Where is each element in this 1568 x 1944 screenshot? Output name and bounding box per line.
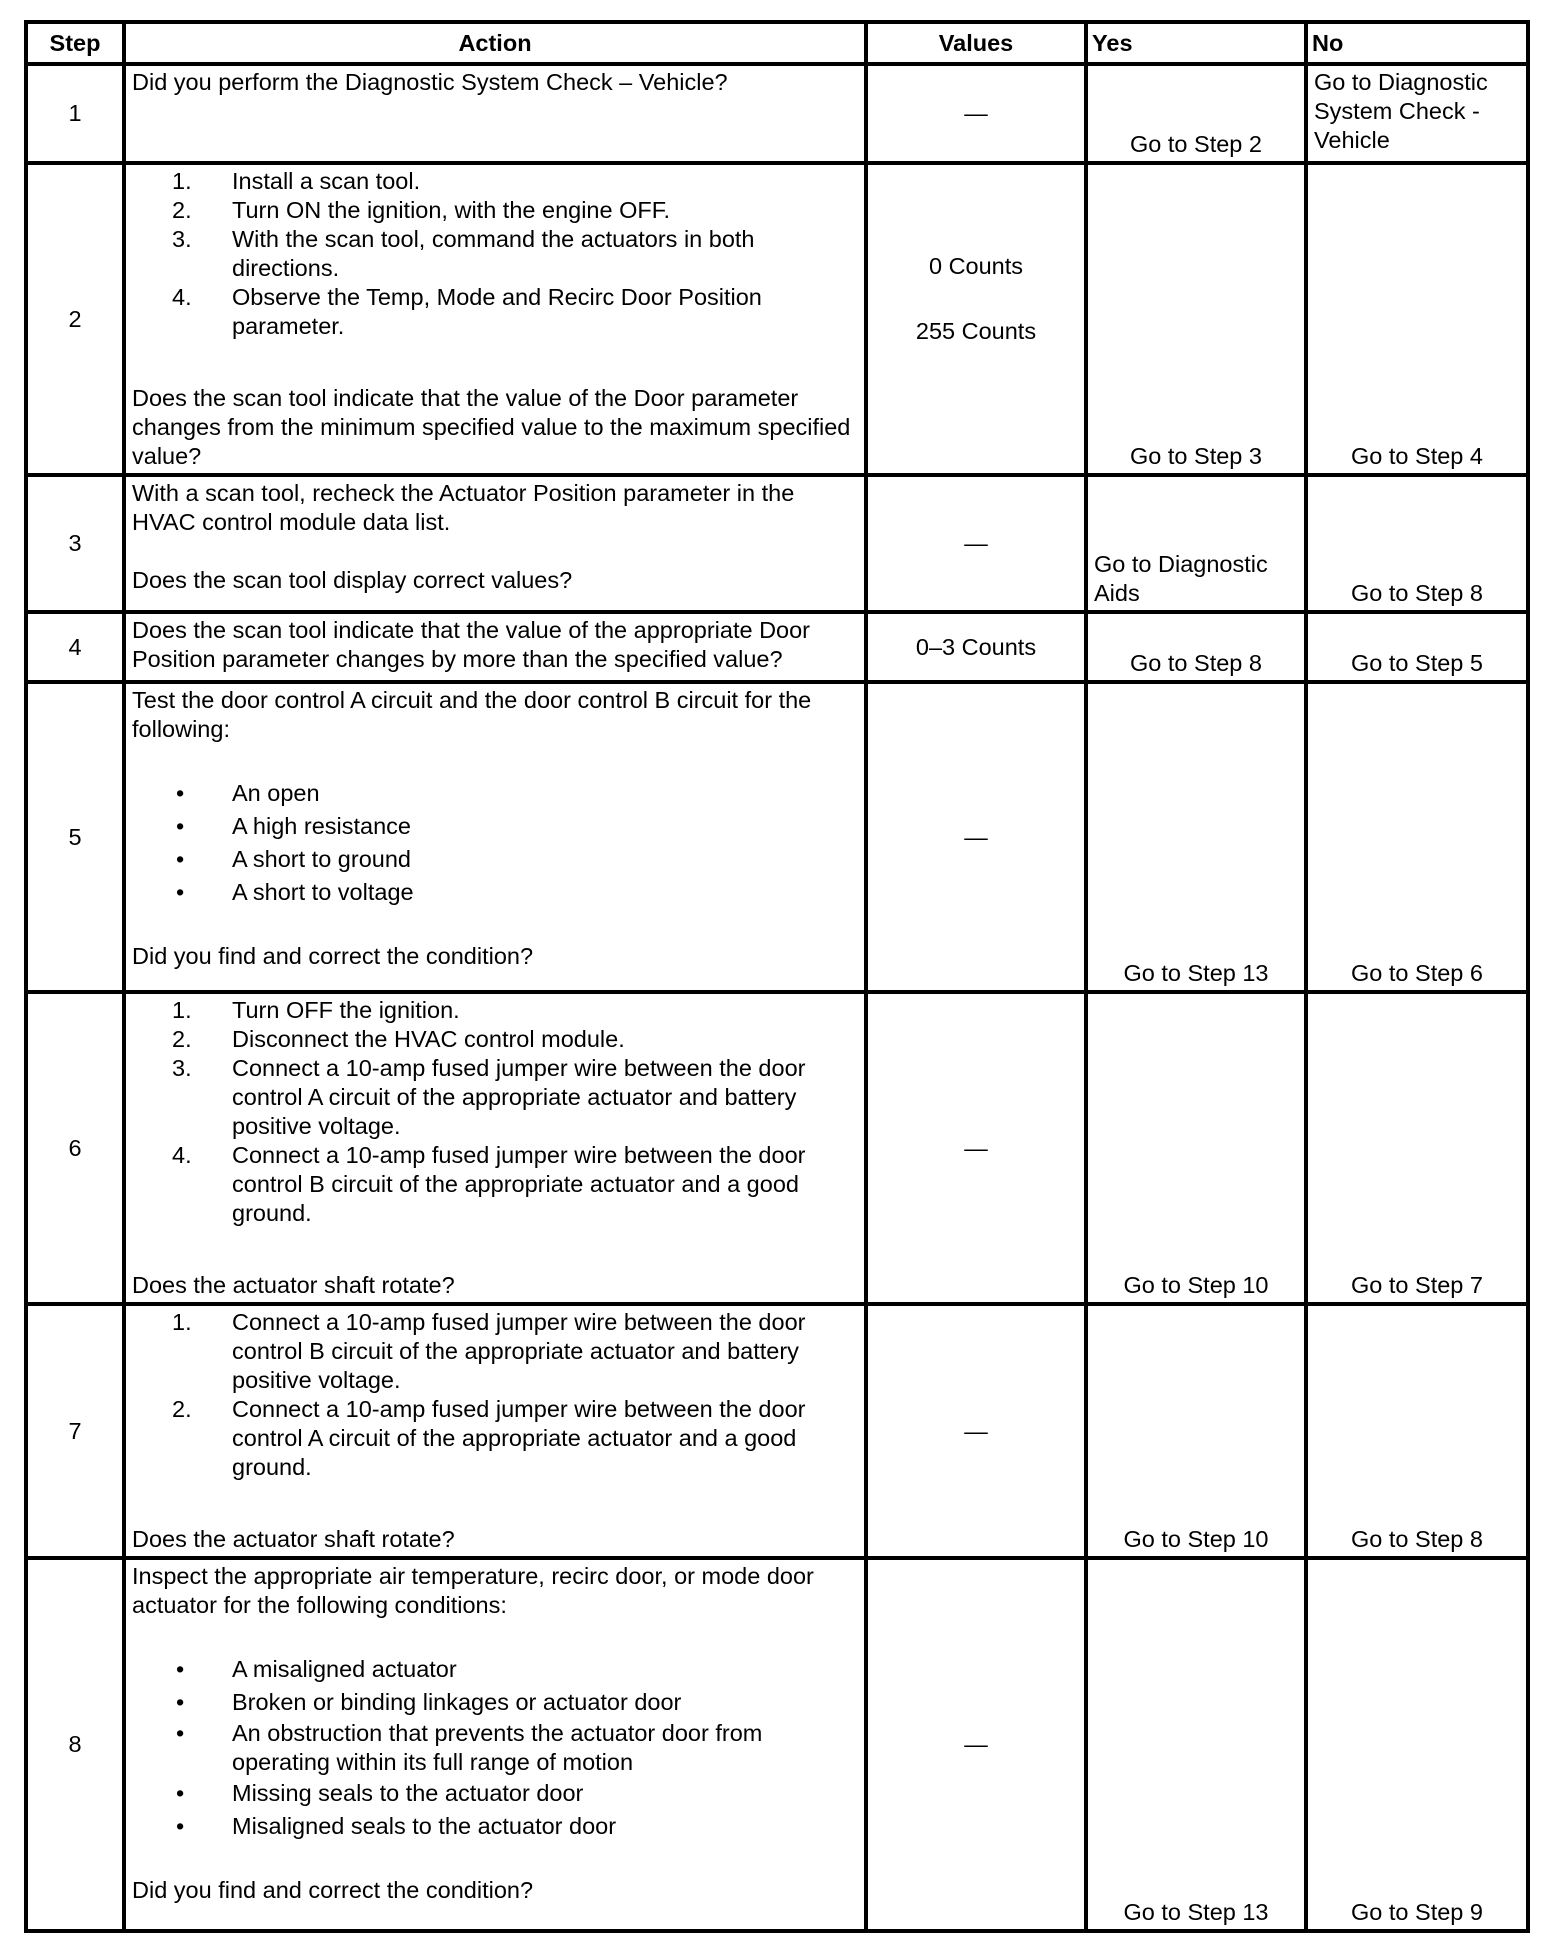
no-cell: Go to Step 8 (1306, 1304, 1528, 1558)
value-cell: 0–3 Counts (866, 612, 1086, 682)
list-item (176, 810, 858, 843)
action-text (124, 1304, 866, 1558)
step-number: 4 (26, 612, 124, 682)
item-number: 3. (172, 226, 192, 252)
action-intro: Inspect the appropriate air temperature, recirc door, or mode door actuator for the following conditions: (132, 1563, 814, 1618)
bullet: • (176, 1813, 185, 1839)
header-values: Values (866, 22, 1086, 64)
action-text (124, 1558, 866, 1931)
step-number: 8 (26, 1558, 124, 1931)
step-number: 6 (26, 992, 124, 1304)
item-text: Connect a 10-amp fused jumper wire between the door control A circuit of the appropriate actuator and a good ground. (232, 1396, 806, 1480)
bullet: • (176, 1656, 185, 1682)
step-number: 7 (26, 1304, 124, 1558)
yes-cell: Go to Step 3 (1086, 163, 1306, 475)
step-number: 2 (26, 163, 124, 475)
no-cell: Go to Step 5 (1306, 612, 1528, 682)
action-intro: With a scan tool, recheck the Actuator Position parameter in the HVAC control module data list. (132, 480, 795, 535)
table-row (26, 682, 1528, 992)
item-text: Connect a 10-amp fused jumper wire between the door control A circuit of the appropriate actuator and battery positive voltage. (232, 1055, 806, 1139)
value-cell: — (866, 992, 1086, 1304)
value-cell: — (866, 682, 1086, 992)
yes-cell: Go to Step 8 (1086, 612, 1306, 682)
list-item (176, 1686, 858, 1719)
list-item (172, 196, 858, 225)
yes-cell: Go to Step 13 (1086, 1558, 1306, 1931)
header-action: Action (124, 22, 866, 64)
list-item (172, 1054, 858, 1141)
header-step: Step (26, 22, 124, 64)
action-intro: Test the door control A circuit and the door control B circuit for the following: (132, 687, 812, 742)
item-number: 4. (172, 1142, 192, 1168)
yes-cell: Go to Step 10 (1086, 1304, 1306, 1558)
no-cell: Go to Step 4 (1306, 163, 1528, 475)
table-row (26, 612, 1528, 682)
item-text: An obstruction that prevents the actuator door from operating within its full range of motion (232, 1720, 763, 1775)
yes-cell: Go to Diagnostic Aids (1086, 475, 1306, 612)
table-row (26, 1304, 1528, 1558)
item-number: 2. (172, 1396, 192, 1422)
action-question: Does the scan tool indicate that the value of the appropriate Door Position parameter changes by more than the specified value? (132, 617, 811, 672)
list-item (172, 1308, 858, 1395)
list-item (176, 1719, 858, 1777)
item-number: 3. (172, 1055, 192, 1081)
item-text: Broken or binding linkages or actuator door (232, 1689, 682, 1715)
item-text: A misaligned actuator (232, 1656, 457, 1682)
yes-cell: Go to Step 10 (1086, 992, 1306, 1304)
header-yes: Yes (1086, 22, 1306, 64)
condition-list (132, 777, 858, 909)
action-question: Does the actuator shaft rotate? (132, 1526, 455, 1552)
no-cell: Go to Diagnostic System Check - Vehicle (1306, 64, 1528, 163)
action-question: Did you find and correct the condition? (132, 1877, 534, 1903)
table-row (26, 475, 1528, 612)
no-cell: Go to Step 6 (1306, 682, 1528, 992)
list-item (176, 1810, 858, 1843)
item-number: 1. (172, 1309, 192, 1335)
yes-cell: Go to Step 2 (1086, 64, 1306, 163)
list-item (172, 167, 858, 196)
value-max: 255 Counts (915, 318, 1037, 344)
procedure-list (132, 996, 858, 1228)
item-text: Connect a 10-amp fused jumper wire between the door control B circuit of the appropriate actuator and battery positive voltage. (232, 1309, 806, 1393)
item-text: A high resistance (232, 813, 411, 839)
item-text: Misaligned seals to the actuator door (232, 1813, 617, 1839)
action-question: Does the scan tool indicate that the value of the Door parameter changes from the minimum specified value to the maximum specified value? (132, 385, 851, 469)
list-item (172, 1395, 858, 1482)
diagnostic-table (24, 20, 1530, 1933)
list-item (176, 1777, 858, 1810)
list-item (172, 1141, 858, 1228)
condition-list (132, 1653, 858, 1843)
list-item (176, 876, 858, 909)
item-text: Connect a 10-amp fused jumper wire between the door control B circuit of the appropriate actuator and a good ground. (232, 1142, 806, 1226)
item-number: 1. (172, 168, 192, 194)
no-cell: Go to Step 7 (1306, 992, 1528, 1304)
header-no: No (1306, 22, 1528, 64)
action-text (124, 682, 866, 992)
action-question: Does the scan tool display correct values? (132, 567, 573, 593)
item-text: Observe the Temp, Mode and Recirc Door Position parameter. (232, 284, 762, 339)
procedure-list (132, 167, 858, 341)
step-number: 1 (26, 64, 124, 163)
item-number: 1. (172, 997, 192, 1023)
item-text: A short to voltage (232, 879, 414, 905)
bullet: • (176, 780, 185, 806)
header-row (26, 22, 1528, 64)
no-cell: Go to Step 8 (1306, 475, 1528, 612)
list-item (176, 1653, 858, 1686)
list-item (176, 777, 858, 810)
value-cell: — (866, 1304, 1086, 1558)
action-question: Does the actuator shaft rotate? (132, 1272, 455, 1298)
step-number: 3 (26, 475, 124, 612)
item-number: 2. (172, 197, 192, 223)
value-cell: — (866, 64, 1086, 163)
action-text (124, 992, 866, 1304)
value-cell: — (866, 1558, 1086, 1931)
bullet: • (176, 879, 185, 905)
procedure-list (132, 1308, 858, 1482)
step-number: 5 (26, 682, 124, 992)
action-question: Did you perform the Diagnostic System Check – Vehicle? (132, 69, 728, 95)
item-text: Missing seals to the actuator door (232, 1780, 584, 1806)
bullet: • (176, 1689, 185, 1715)
bullet: • (176, 1780, 185, 1806)
value-cell: — (866, 475, 1086, 612)
action-text (124, 612, 866, 682)
no-cell: Go to Step 9 (1306, 1558, 1528, 1931)
item-text: Turn OFF the ignition. (232, 997, 460, 1023)
bullet: • (176, 813, 185, 839)
action-text (124, 475, 866, 612)
table-row (26, 64, 1528, 163)
bullet: • (176, 846, 185, 872)
table-row (26, 992, 1528, 1304)
item-text: A short to ground (232, 846, 411, 872)
action-text (124, 163, 866, 475)
list-item (172, 1025, 858, 1054)
yes-cell: Go to Step 13 (1086, 682, 1306, 992)
item-number: 2. (172, 1026, 192, 1052)
list-item (172, 996, 858, 1025)
item-text: With the scan tool, command the actuators in both directions. (232, 226, 755, 281)
item-text: An open (232, 780, 320, 806)
table-row (26, 1558, 1528, 1931)
list-item (176, 843, 858, 876)
item-number: 4. (172, 284, 192, 310)
item-text: Install a scan tool. (232, 168, 421, 194)
value-cell (866, 163, 1086, 475)
action-text (124, 64, 866, 163)
bullet: • (176, 1720, 185, 1746)
value-min: 0 Counts (928, 253, 1024, 279)
list-item (172, 283, 858, 341)
item-text: Turn ON the ignition, with the engine OFF. (232, 197, 671, 223)
table-row (26, 163, 1528, 475)
list-item (172, 225, 858, 283)
action-question: Did you find and correct the condition? (132, 943, 534, 969)
item-text: Disconnect the HVAC control module. (232, 1026, 625, 1052)
